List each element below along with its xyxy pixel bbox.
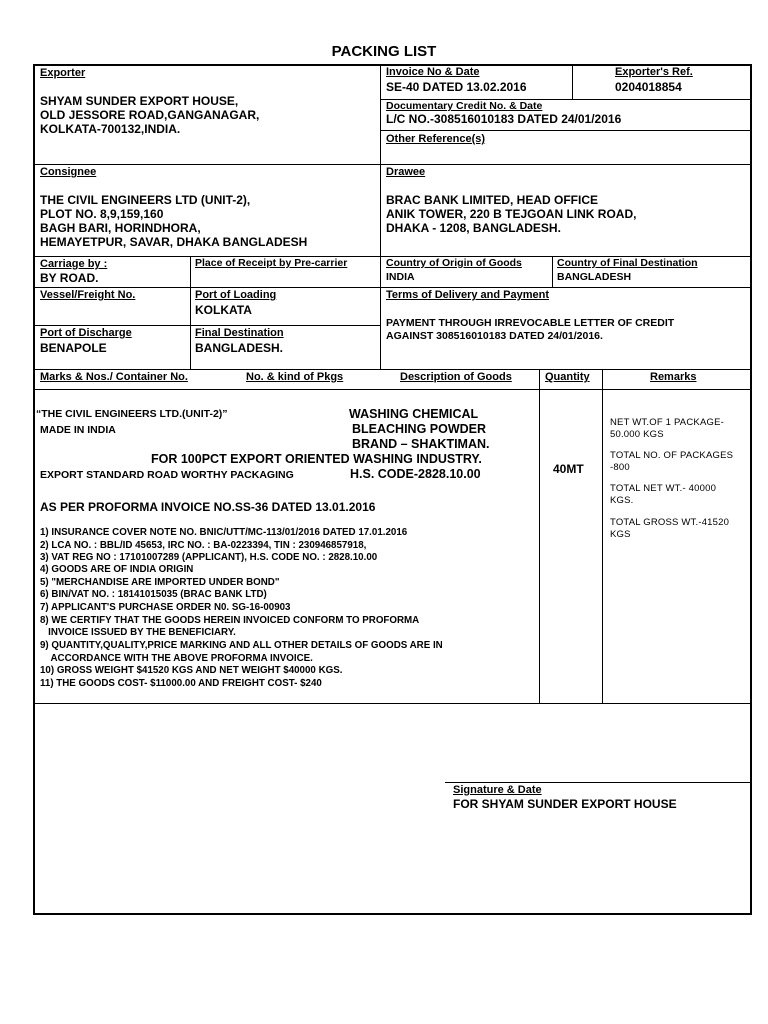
country-final-label: Country of Final Destination [557, 257, 698, 269]
remarks-line: 50.000 KGS [610, 429, 664, 440]
consignee-line: BAGH BARI, HORINDHORA, [40, 221, 201, 235]
goods-line: FOR 100PCT EXPORT ORIENTED WASHING INDUSTRY. [151, 452, 482, 466]
other-reference-label: Other Reference(s) [386, 133, 486, 145]
signature-line [445, 782, 751, 783]
exporters-ref-value: 0204018854 [615, 80, 682, 94]
port-loading-label: Port of Loading [195, 289, 277, 301]
remarks-line: -800 [610, 462, 630, 473]
condition-line: 6) BIN/VAT NO. : 18141015035 (BRAC BANK LTD) [40, 588, 267, 600]
goods-line: WASHING CHEMICAL [349, 407, 479, 421]
drawee-line: DHAKA - 1208, BANGLADESH. [386, 221, 561, 235]
vessel-label: Vessel/Freight No. [40, 289, 136, 301]
country-final-value: BANGLADESH [557, 271, 632, 283]
signature-value: FOR SHYAM SUNDER EXPORT HOUSE [453, 797, 677, 811]
place-of-receipt-label: Place of Receipt by Pre-carrier [195, 257, 348, 269]
column-header-description: Description of Goods [400, 371, 512, 383]
goods-line: BLEACHING POWDER [352, 422, 487, 436]
frame-left [33, 64, 35, 915]
condition-line: 3) VAT REG NO : 17101007289 (APPLICANT), H.S. CODE NO. : 2828.10.00 [40, 551, 378, 563]
column-header-remarks: Remarks [650, 371, 697, 383]
exporter-line: KOLKATA-700132,INDIA. [40, 122, 181, 136]
remarks-line: TOTAL NO. OF PACKAGES [610, 450, 734, 461]
frame-right [750, 64, 752, 915]
terms-label: Terms of Delivery and Payment [386, 289, 550, 301]
country-origin-value: INDIA [386, 271, 415, 283]
condition-line: ACCORDANCE WITH THE ABOVE PROFORMA INVOICE. [40, 652, 313, 664]
final-destination-value: BANGLADESH. [195, 341, 284, 355]
condition-line: 11) THE GOODS COST- $11000.00 AND FREIGHT COST- $240 [40, 677, 322, 689]
divider [572, 65, 573, 99]
frame-bottom [33, 913, 752, 915]
column-header-pkgs: No. & kind of Pkgs [246, 371, 344, 383]
condition-line: 9) QUANTITY,QUALITY,PRICE MARKING AND ALL OTHER DETAILS OF GOODS ARE IN [40, 639, 443, 651]
documentary-credit-value: L/C NO.-308516010183 DATED 24/01/2016 [386, 112, 622, 126]
consignee-line: THE CIVIL ENGINEERS LTD (UNIT-2), [40, 193, 251, 207]
remarks-line: KGS [610, 529, 631, 540]
condition-line: 10) GROSS WEIGHT $41520 KGS AND NET WEIGHT $40000 KGS. [40, 664, 343, 676]
terms-line: AGAINST 308516010183 DATED 24/01/2016. [386, 330, 603, 342]
consignee-label: Consignee [40, 166, 97, 178]
page-title: PACKING LIST [331, 43, 437, 60]
quantity-value: 40MT [553, 462, 584, 476]
divider [34, 703, 751, 704]
port-loading-value: KOLKATA [195, 303, 252, 317]
shipping-mark: “THE CIVIL ENGINEERS LTD.(UNIT-2)” [36, 408, 228, 420]
divider [34, 389, 751, 390]
divider [602, 369, 603, 703]
condition-line: INVOICE ISSUED BY THE BENEFICIARY. [40, 626, 236, 638]
consignee-line: HEMAYETPUR, SAVAR, DHAKA BANGLADESH [40, 235, 308, 249]
terms-line: PAYMENT THROUGH IRREVOCABLE LETTER OF CREDIT [386, 317, 675, 329]
country-origin-label: Country of Origin of Goods [386, 257, 522, 269]
divider [380, 65, 381, 370]
divider [34, 369, 751, 370]
remarks-line: TOTAL NET WT.- 40000 [610, 483, 717, 494]
condition-line: 2) LCA NO. : BBL/ID 45653, IRC NO. : BA-0223394, TIN : 230946857918, [40, 539, 367, 551]
divider [552, 256, 553, 287]
remarks-line: TOTAL GROSS WT.-41520 [610, 517, 730, 528]
port-discharge-value: BENAPOLE [40, 341, 107, 355]
condition-line: 8) WE CERTIFY THAT THE GOODS HEREIN INVOICED CONFORM TO PROFORMA [40, 614, 420, 626]
carriage-label: Carriage by : [40, 258, 108, 270]
remarks-line: NET WT.OF 1 PACKAGE- [610, 417, 724, 428]
remarks-line: KGS. [610, 495, 634, 506]
drawee-label: Drawee [386, 166, 426, 178]
hs-code: H.S. CODE-2828.10.00 [350, 467, 481, 481]
consignee-line: PLOT NO. 8,9,159,160 [40, 207, 164, 221]
exporter-line: OLD JESSORE ROAD,GANGANAGAR, [40, 108, 260, 122]
column-header-marks: Marks & Nos./ Container No. [40, 371, 188, 383]
exporters-ref-label: Exporter's Ref. [615, 66, 693, 78]
port-discharge-label: Port of Discharge [40, 327, 132, 339]
final-destination-label: Final Destination [195, 327, 284, 339]
column-header-quantity: Quantity [545, 371, 590, 383]
invoice-value: SE-40 DATED 13.02.2016 [386, 80, 527, 94]
divider [190, 256, 191, 370]
divider [34, 325, 380, 326]
invoice-label: Invoice No & Date [386, 66, 480, 78]
drawee-line: BRAC BANK LIMITED, HEAD OFFICE [386, 193, 598, 207]
signature-label: Signature & Date [453, 784, 542, 796]
drawee-line: ANIK TOWER, 220 B TEJGOAN LINK ROAD, [386, 207, 637, 221]
proforma-reference: AS PER PROFORMA INVOICE NO.SS-36 DATED 13.01.2016 [40, 500, 376, 514]
divider [380, 130, 751, 131]
exporter-label: Exporter [40, 67, 86, 79]
condition-line: 1) INSURANCE COVER NOTE NO. BNIC/UTT/MC-113/01/2016 DATED 17.01.2016 [40, 526, 408, 538]
condition-line: 5) "MERCHANDISE ARE IMPORTED UNDER BOND" [40, 576, 280, 588]
divider [34, 164, 751, 165]
documentary-credit-label: Documentary Credit No. & Date [386, 100, 543, 112]
condition-line: 7) APPLICANT'S PURCHASE ORDER N0. SG-16-00903 [40, 601, 291, 613]
exporter-line: SHYAM SUNDER EXPORT HOUSE, [40, 94, 239, 108]
goods-line: BRAND – SHAKTIMAN. [352, 437, 490, 451]
divider [34, 287, 751, 288]
packaging-text: EXPORT STANDARD ROAD WORTHY PACKAGING [40, 469, 294, 481]
shipping-mark: MADE IN INDIA [40, 424, 116, 436]
divider [539, 369, 540, 703]
carriage-value: BY ROAD. [40, 271, 99, 285]
condition-line: 4) GOODS ARE OF INDIA ORIGIN [40, 563, 194, 575]
